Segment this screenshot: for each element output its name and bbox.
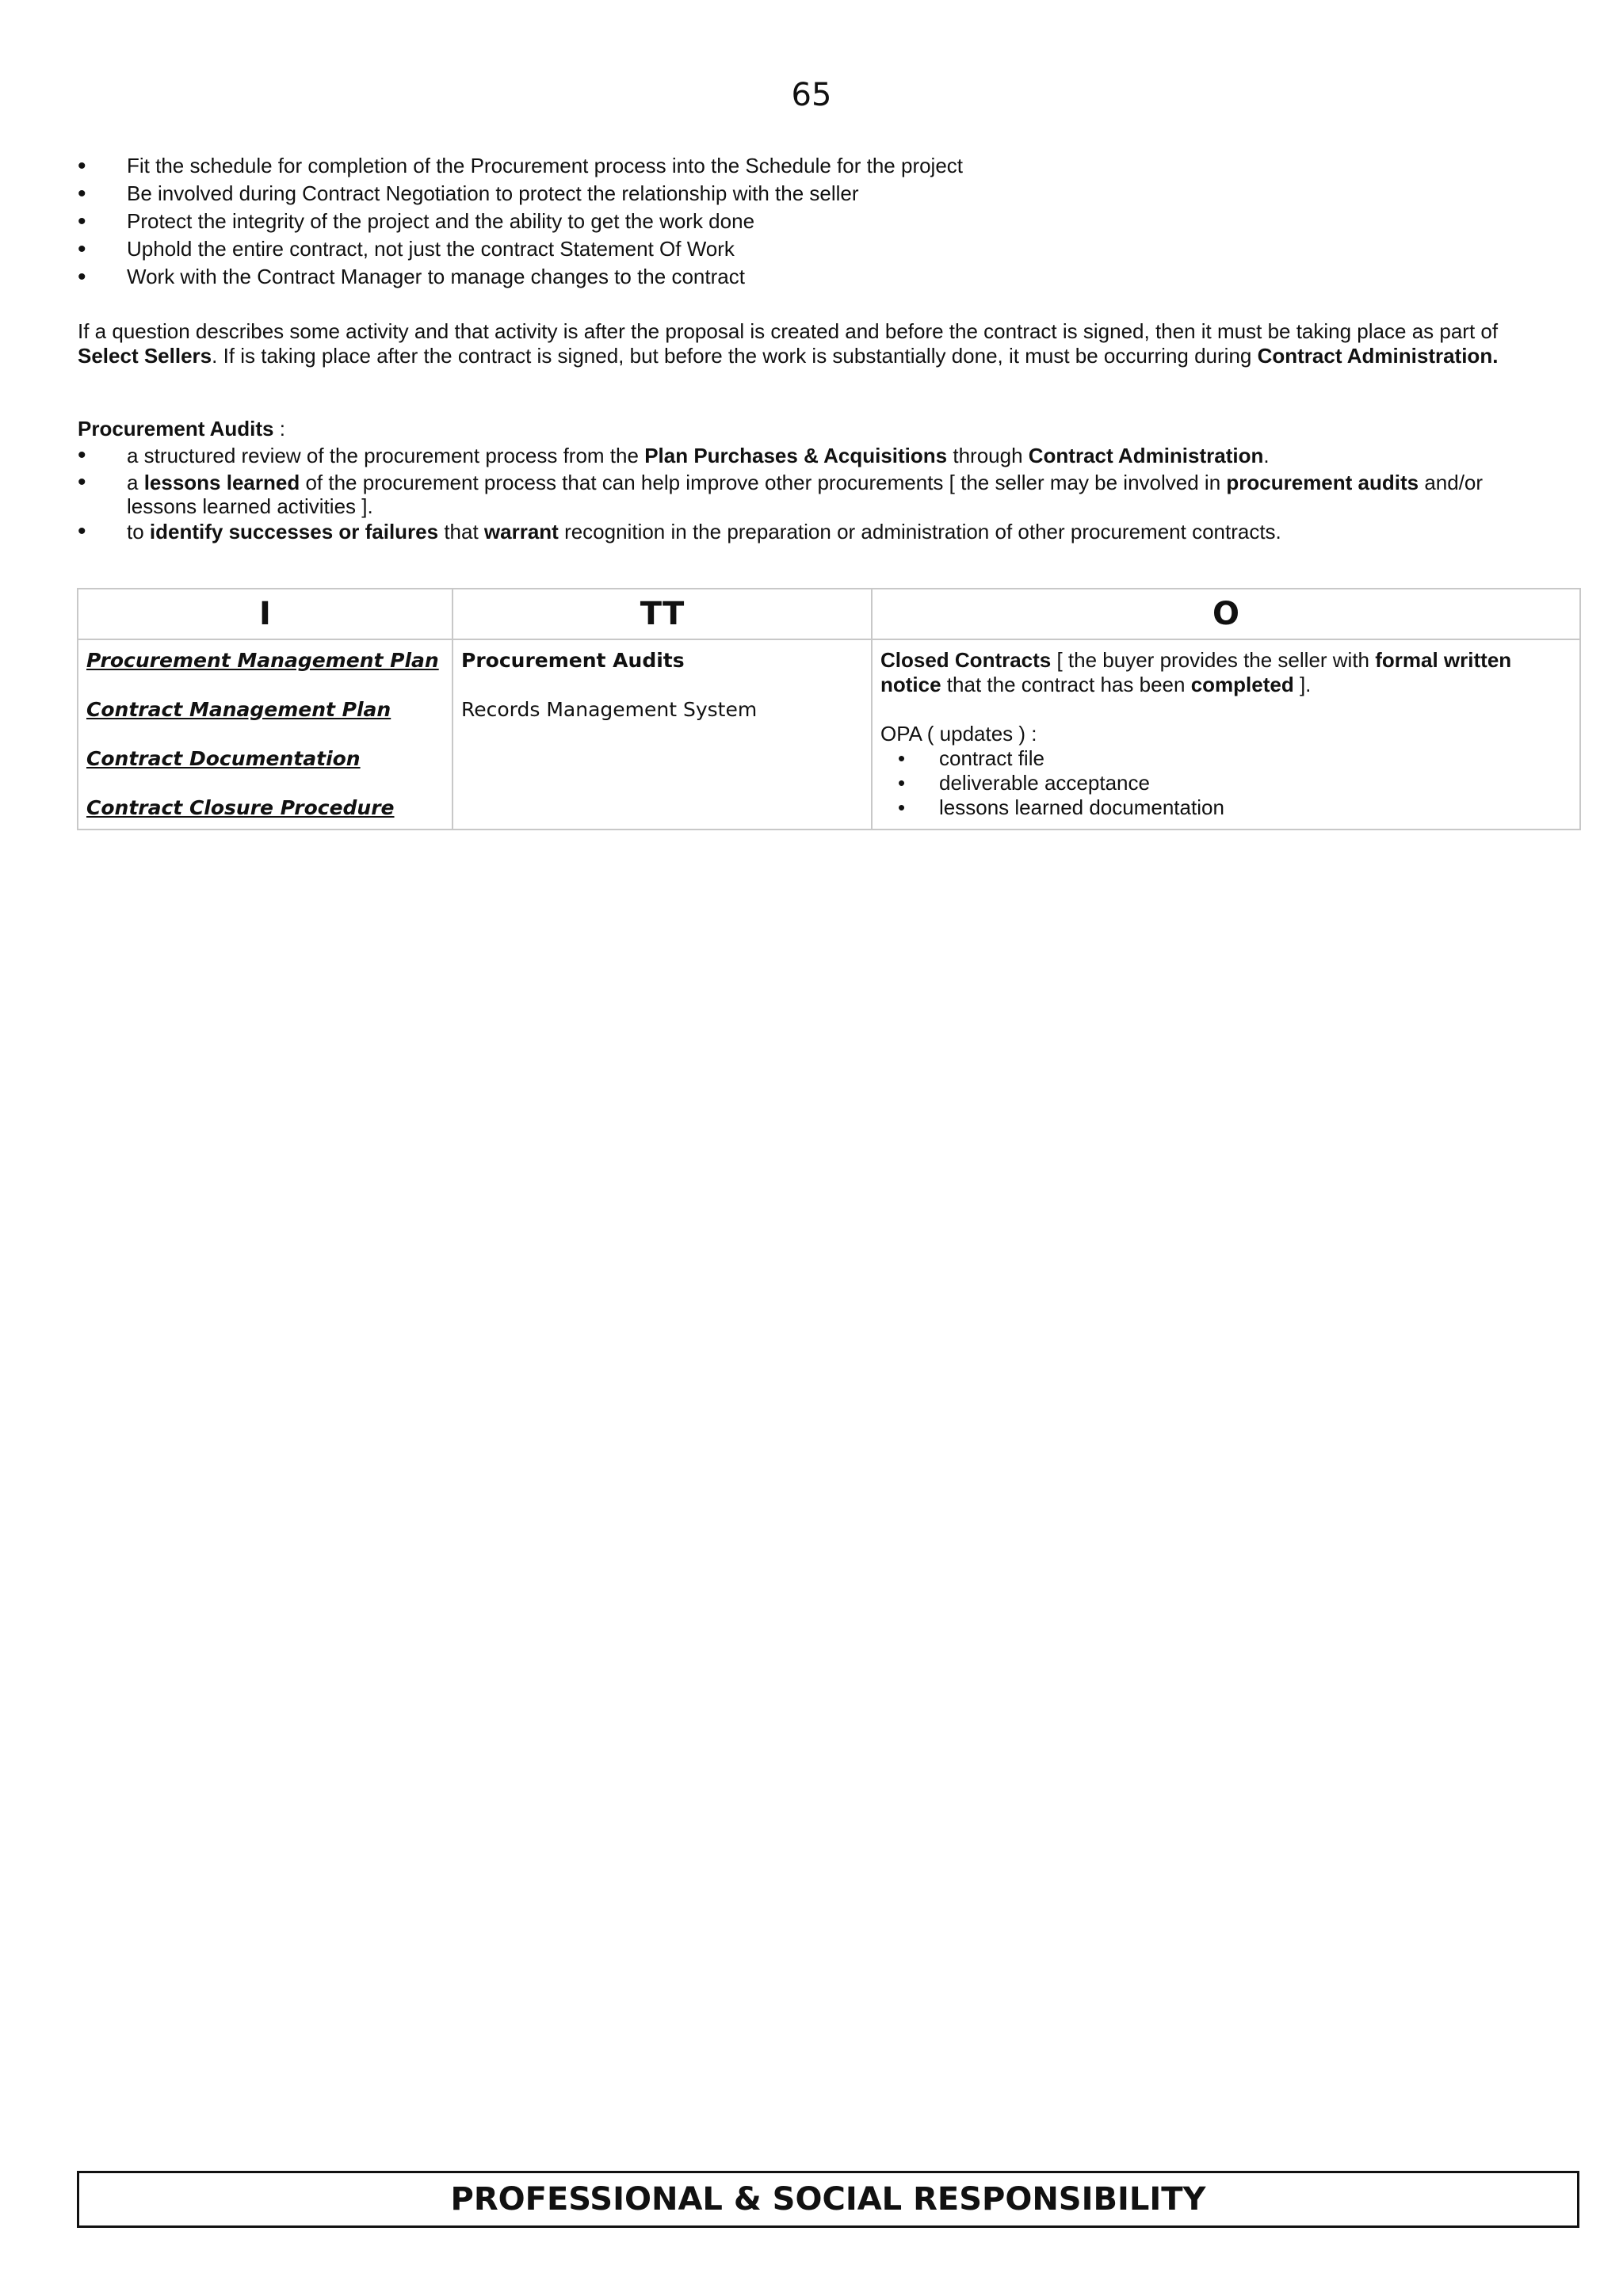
inputs-cell <box>78 639 453 830</box>
input-item: Contract Management Plan <box>86 698 391 721</box>
heading-text: Procurement Audits <box>78 417 274 441</box>
select-sellers-paragraph <box>78 319 1560 368</box>
text-run: If a question describes some activity and that activity is after the proposal is created and before the contract is signed, then it must be taking place as part of <box>78 319 1499 343</box>
text-run: to <box>127 520 150 543</box>
section-footer-banner: PROFESSIONAL & SOCIAL RESPONSIBILITY <box>77 2171 1579 2228</box>
page-number: 65 <box>791 77 832 113</box>
text-run: a structured review of the procurement process from the <box>127 444 645 467</box>
list-item <box>78 442 1583 469</box>
text-run: . <box>1263 444 1270 467</box>
list-item: • Be involved during Contract Negotiation to protect the relationship with the seller <box>78 180 1583 208</box>
text-run: that the contract has been <box>941 673 1191 696</box>
procurement-audits-list <box>78 442 1583 545</box>
list-item: • Uphold the entire contract, not just the contract Statement Of Work <box>78 235 1583 263</box>
text-run: . If is taking place after the contract is signed, but before the work is substantially done, it must be occurring during <box>212 344 1258 368</box>
bold-term: Closed Contracts <box>880 648 1052 672</box>
text-run: recognition in the preparation or administration of other procurement contracts. <box>558 520 1281 543</box>
bold-term: Contract Administration <box>1028 444 1264 467</box>
column-header-tools: TT <box>453 589 872 639</box>
opa-label: OPA ( updates ) : <box>880 722 1037 746</box>
opa-updates-list <box>880 746 1571 820</box>
bold-term: identify successes or failures <box>149 520 439 543</box>
column-header-inputs: I <box>78 589 453 639</box>
bold-term: Plan Purchases & Acquisitions <box>644 444 948 467</box>
text-run: lessons learned activities ]. <box>127 494 373 518</box>
list-item: • Fit the schedule for completion of the Procurement process into the Schedule for the project <box>78 152 1583 180</box>
input-item: Contract Documentation <box>86 747 361 770</box>
itto-table <box>77 588 1581 830</box>
text-run: through <box>947 444 1029 467</box>
bold-term: formal written notice <box>880 648 1512 696</box>
bold-term: Contract Administration. <box>1257 344 1499 368</box>
outputs-cell <box>872 639 1580 830</box>
text-run: ]. <box>1293 673 1312 696</box>
closed-contracts-output <box>880 648 1571 697</box>
list-item: • contract file <box>880 746 1571 771</box>
tool-item: Procurement Audits <box>461 649 685 672</box>
heading-suffix: : <box>273 417 285 441</box>
text-run: of the procurement process that can help improve other procurements [ the seller may be involved in <box>300 471 1227 494</box>
list-item: • Protect the integrity of the project and the ability to get the work done <box>78 208 1583 235</box>
tools-cell <box>453 639 872 830</box>
list-item: • lessons learned documentation <box>880 795 1571 820</box>
text-run: that <box>438 520 484 543</box>
procurement-audits-heading <box>78 417 285 441</box>
table-header-row <box>78 589 1580 639</box>
bold-term: procurement audits <box>1226 471 1419 494</box>
spacer <box>880 697 1571 722</box>
bold-term: lessons learned <box>143 471 300 494</box>
tool-item: Records Management System <box>461 698 758 721</box>
input-item: Contract Closure Procedure <box>86 796 395 819</box>
list-item: • deliverable acceptance <box>880 771 1571 795</box>
column-header-outputs: O <box>872 589 1580 639</box>
text-run: and/or <box>1419 471 1484 494</box>
table-row <box>78 639 1580 830</box>
text-run: [ the buyer provides the seller with <box>1051 648 1376 672</box>
text-run: a <box>127 471 144 494</box>
list-item <box>78 469 1583 518</box>
responsibility-list <box>78 152 1583 291</box>
list-item <box>78 518 1583 545</box>
bold-term: Select Sellers <box>78 344 212 368</box>
bold-term: warrant <box>483 520 559 543</box>
list-item: • Work with the Contract Manager to manage changes to the contract <box>78 263 1583 291</box>
input-item: Procurement Management Plan <box>86 649 439 672</box>
bold-term: completed <box>1190 673 1294 696</box>
